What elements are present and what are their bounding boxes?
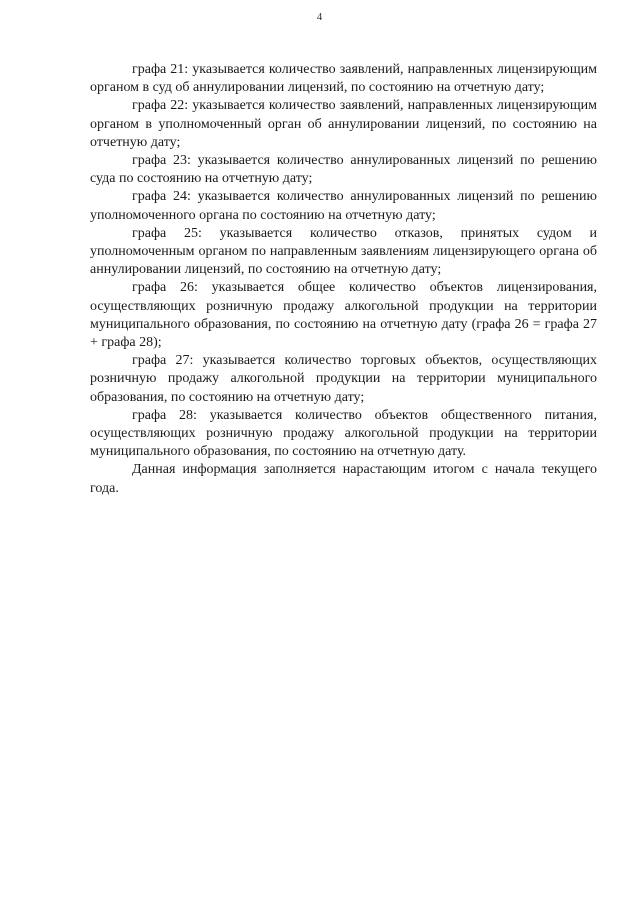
- paragraph-summary-note: Данная информация заполняется нарастающим итогом с начала текущего года.: [90, 462, 597, 496]
- document-body: [90, 61, 597, 498]
- paragraph-column-25: графа 25: указывается количество отказов, принятых судом и уполномоченным органом по направленным заявлениям лицензирующего органа об аннулировании лицензий, по состоянию на отчетную дату;: [90, 225, 597, 278]
- paragraph-column-26: графа 26: указывается общее количество объектов лицензирования, осуществляющих розничную продажу алкогольной продукции на территории муниципального образования, по состоянию на отчетную дату (графа 26 = графа 27 + графа 28);: [90, 280, 597, 351]
- page-number: 4: [316, 11, 323, 23]
- paragraph-column-28: графа 28: указывается количество объектов общественного питания, осуществляющих розничную продажу алкогольной продукции на территории муниципального образования, по состоянию на отчетную дату.: [90, 407, 597, 460]
- paragraph-column-24: графа 24: указывается количество аннулированных лицензий по решению уполномоченного органа по состоянию на отчетную дату;: [90, 189, 597, 223]
- paragraph-column-22: графа 22: указывается количество заявлений, направленных лицензирующим органом в уполномоченный орган об аннулировании лицензий, по состоянию на отчетную дату;: [90, 98, 597, 150]
- paragraph-column-23: графа 23: указывается количество аннулированных лицензий по решению суда по состоянию на отчетную дату;: [90, 153, 597, 187]
- paragraph-column-21: графа 21: указывается количество заявлений, направленных лицензирующим органом в суд об аннулировании лицензий, по состоянию на отчетную дату;: [90, 62, 597, 96]
- paragraph-column-27: графа 27: указывается количество торговых объектов, осуществляющих розничную продажу алкогольной продукции на территории муниципального образования, по состоянию на отчетную дату;: [90, 353, 597, 405]
